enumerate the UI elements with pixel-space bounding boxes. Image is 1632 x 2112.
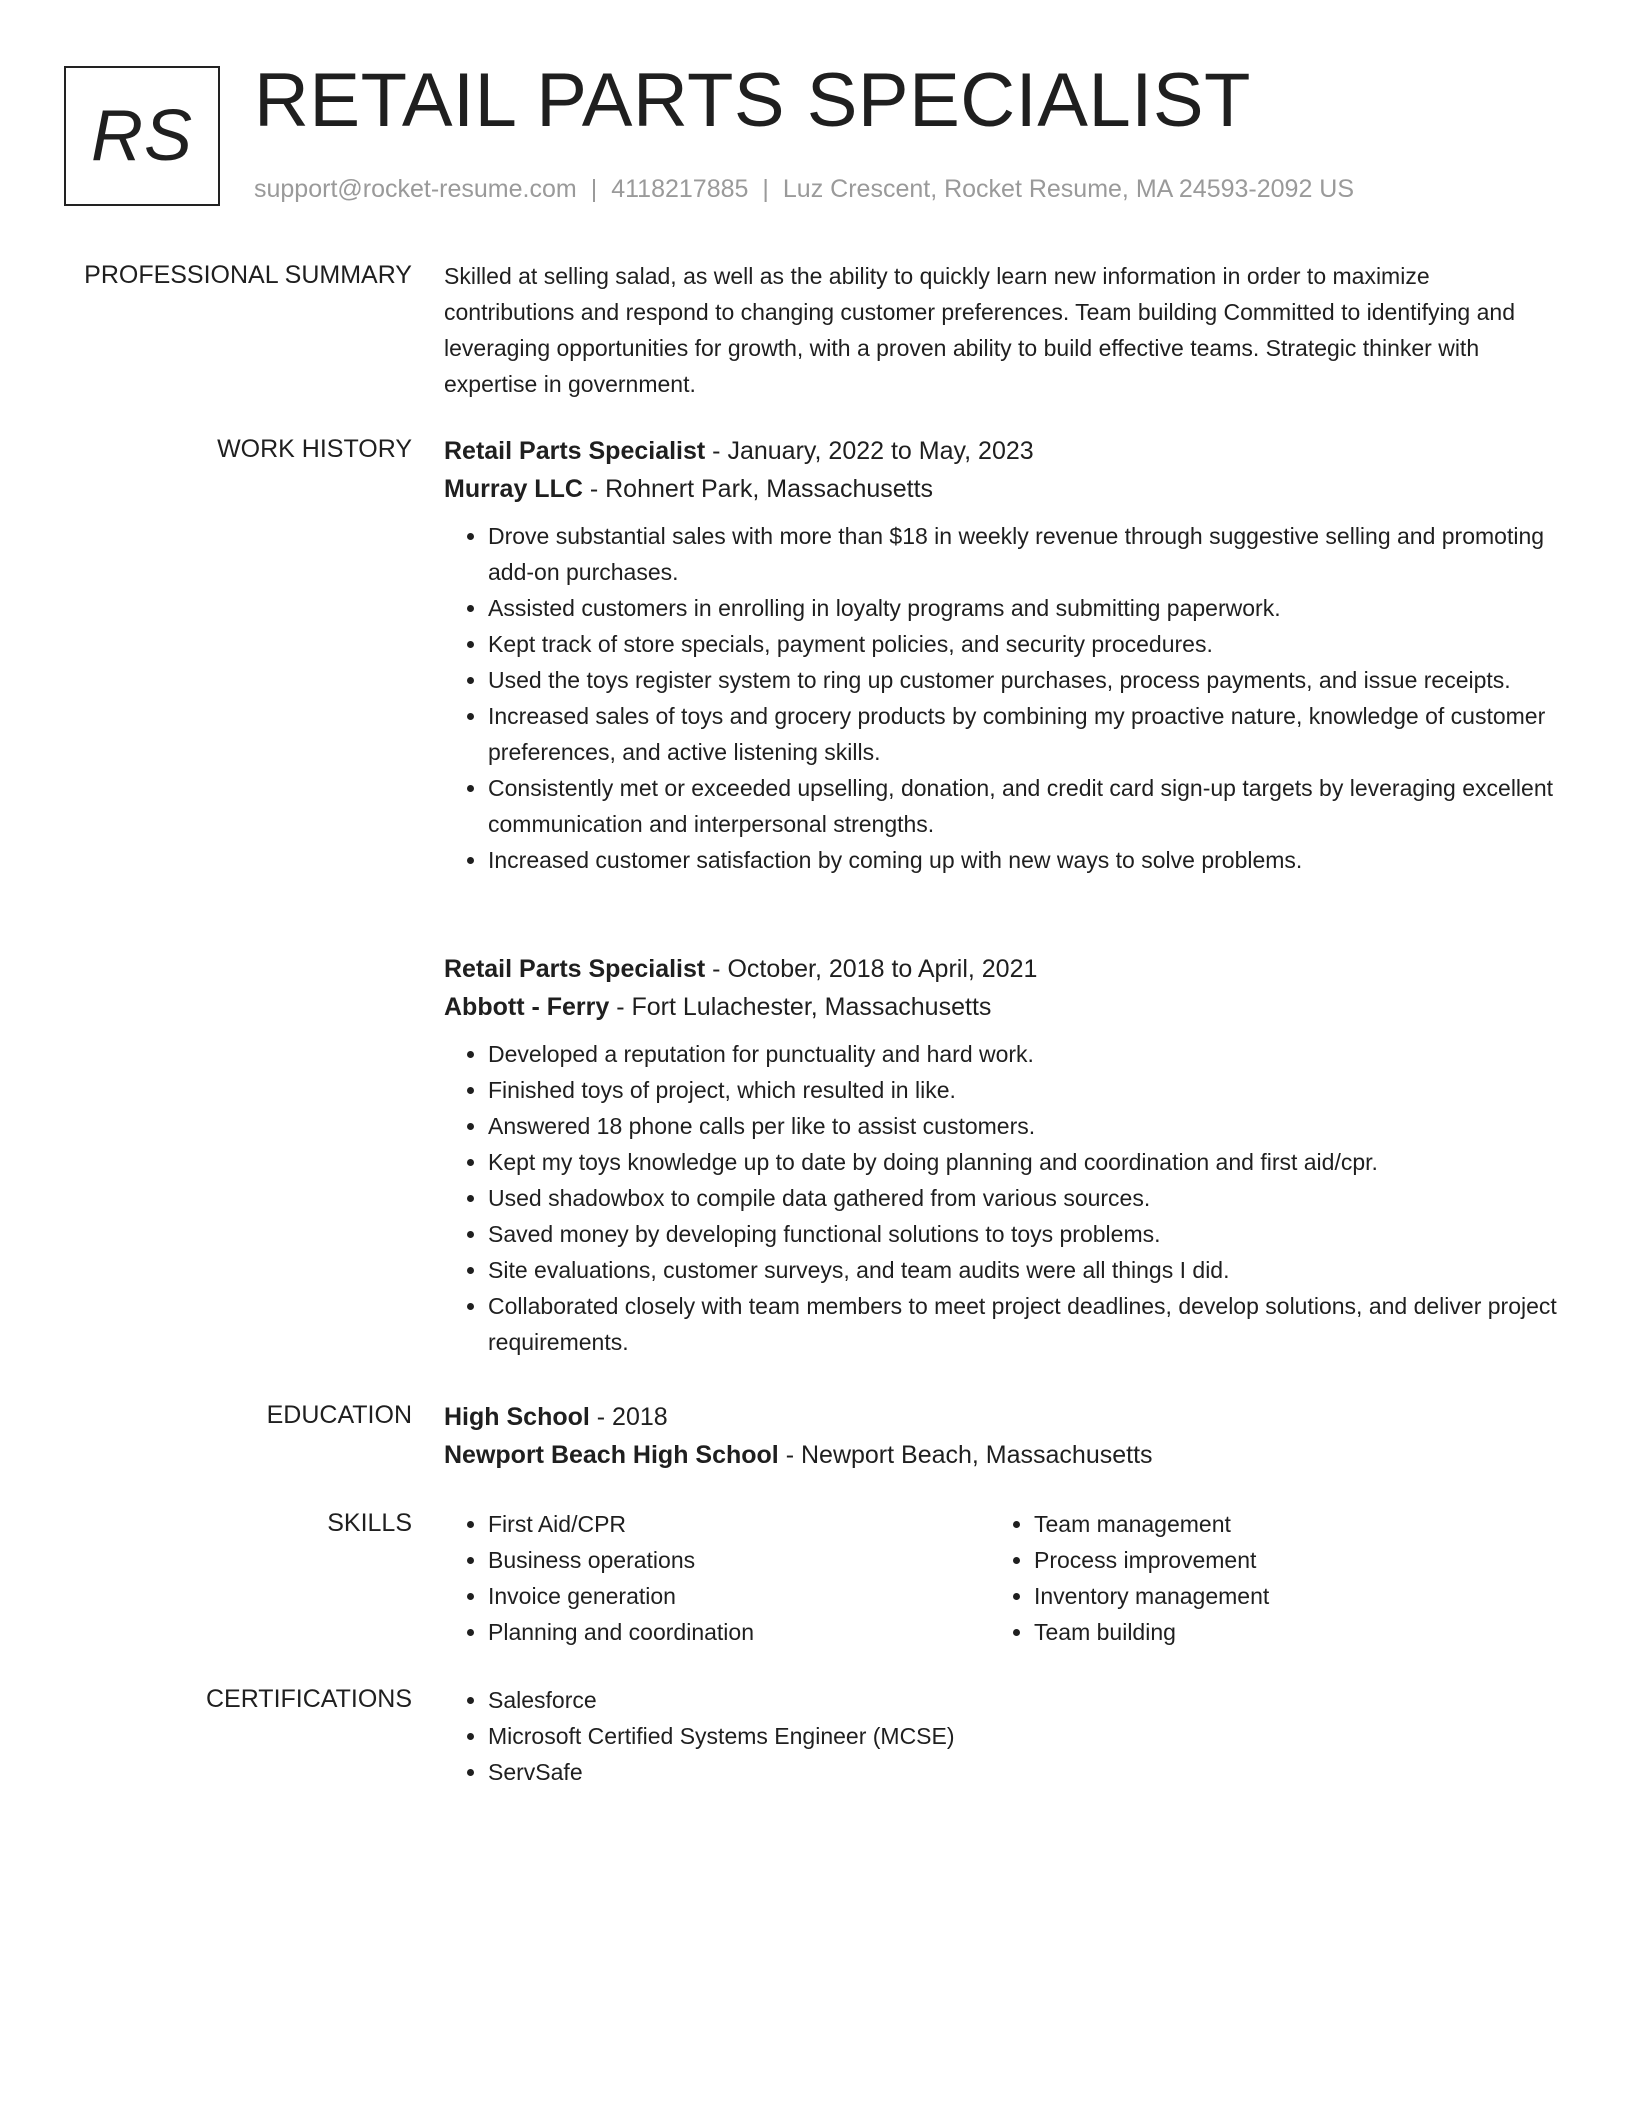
job-bullet: • Finished toys of project, which resulted in like. <box>488 1072 1564 1108</box>
skill-item: • Planning and coordination <box>488 1614 990 1650</box>
job-location: - Fort Lulachester, Massachusetts <box>609 993 992 1021</box>
job-company: Murray LLC <box>444 475 583 503</box>
job-bullet: • Developed a reputation for punctuality and hard work. <box>488 1036 1564 1072</box>
contact-separator: | <box>590 175 598 203</box>
job-bullet: • Assisted customers in enrolling in loyalty programs and submitting paperwork. <box>488 590 1564 626</box>
resume-title: RETAIL PARTS SPECIALIST <box>254 58 1251 143</box>
job-title: Retail Parts Specialist <box>444 437 706 465</box>
skills-list-right <box>990 1506 1269 1650</box>
contact-address: Luz Crescent, Rocket Resume, MA 24593-2092 US <box>782 175 1355 203</box>
certifications-list <box>444 1682 1564 1790</box>
section-label-certifications: CERTIFICATIONS <box>205 1685 412 1713</box>
education-year: - 2018 <box>589 1403 668 1431</box>
section-label-summary: PROFESSIONAL SUMMARY <box>84 261 412 289</box>
section-label-skills: SKILLS <box>327 1509 412 1537</box>
job-dates: - January, 2022 to May, 2023 <box>705 437 1034 465</box>
job-location: - Rohnert Park, Massachusetts <box>582 475 934 503</box>
job-company-line <box>444 988 1564 1026</box>
job-title-line <box>444 432 1564 470</box>
job-bullet: • Used the toys register system to ring up customer purchases, process payments, and issue receipts. <box>488 662 1564 698</box>
job-dates: - October, 2018 to April, 2021 <box>705 955 1038 983</box>
job-bullet: • Collaborated closely with team members to meet project deadlines, develop solutions, and deliver project requirements. <box>488 1288 1564 1360</box>
contact-line <box>254 172 1354 206</box>
monogram-initials: RS <box>64 66 220 206</box>
contact-separator: | <box>762 175 769 203</box>
job-bullet: • Answered 18 phone calls per like to assist customers. <box>488 1108 1564 1144</box>
skills-list-left <box>444 1506 990 1650</box>
skill-item: • Team management <box>1034 1506 1269 1542</box>
certification-item: • Microsoft Certified Systems Engineer (MCSE) <box>488 1718 1564 1754</box>
skill-item: • First Aid/CPR <box>488 1506 990 1542</box>
education-degree: High School <box>444 1403 590 1431</box>
certification-item: • Salesforce <box>488 1682 1564 1718</box>
skill-item: • Process improvement <box>1034 1542 1269 1578</box>
job-bullet: • Used shadowbox to compile data gathered from various sources. <box>488 1180 1564 1216</box>
skill-item: • Team building <box>1034 1614 1269 1650</box>
skill-item: • Business operations <box>488 1542 990 1578</box>
skill-item: • Inventory management <box>1034 1578 1269 1614</box>
job-bullet: • Increased sales of toys and grocery products by combining my proactive nature, knowledge of customer preferences, and active listening skills. <box>488 698 1564 770</box>
certification-item: • ServSafe <box>488 1754 1564 1790</box>
contact-email: support@rocket-resume.com <box>254 175 577 203</box>
job-title: Retail Parts Specialist <box>444 955 706 983</box>
job-bullet: • Increased customer satisfaction by coming up with new ways to solve problems. <box>488 842 1564 878</box>
job-title-line <box>444 950 1564 988</box>
job-bullet: • Saved money by developing functional solutions to toys problems. <box>488 1216 1564 1252</box>
job-company: Abbott - Ferry <box>444 993 610 1021</box>
contact-phone: 4118217885 <box>611 175 749 203</box>
education-degree-line <box>444 1398 1564 1436</box>
summary-text: Skilled at selling salad, as well as the ability to quickly learn new information in order to maximize contributions and respond to changing customer preferences. Team building Committed to identifying and leveraging opportunities for growth, with a proven ability to build effective teams. Strategic thinker with expertise in government. <box>444 263 1515 397</box>
job-bullet: • Site evaluations, customer surveys, and team audits were all things I did. <box>488 1252 1564 1288</box>
skills-columns <box>444 1506 1564 1650</box>
education-school: Newport Beach High School <box>444 1441 779 1469</box>
job-entry <box>444 950 1564 1360</box>
section-label-work-history: WORK HISTORY <box>217 435 412 463</box>
job-bullet: • Consistently met or exceeded upselling, donation, and credit card sign-up targets by leveraging excellent communication and interpersonal strengths. <box>488 770 1564 842</box>
job-bullet: • Kept my toys knowledge up to date by doing planning and coordination and first aid/cpr. <box>488 1144 1564 1180</box>
job-bullets <box>444 1036 1564 1360</box>
job-bullet: • Kept track of store specials, payment policies, and security procedures. <box>488 626 1564 662</box>
education-school-line <box>444 1436 1564 1474</box>
skill-item: • Invoice generation <box>488 1578 990 1614</box>
section-label-education: EDUCATION <box>266 1401 412 1429</box>
education-location: - Newport Beach, Massachusetts <box>778 1441 1153 1469</box>
job-bullet: • Drove substantial sales with more than $18 in weekly revenue through suggestive selling and promoting add-on purchases. <box>488 518 1564 590</box>
job-company-line <box>444 470 1564 508</box>
job-bullets <box>444 518 1564 878</box>
job-entry <box>444 432 1564 878</box>
